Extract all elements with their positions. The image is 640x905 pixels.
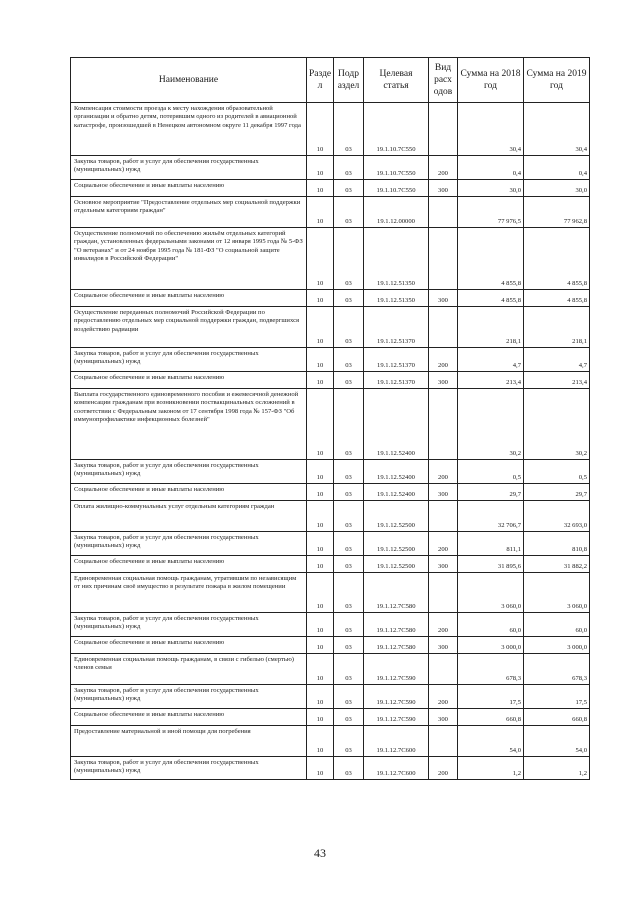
cell-podrazdel: 03 [334,460,364,484]
budget-table [70,57,590,780]
cell-name: Закупка товаров, работ и услуг для обеспечения государственных (муниципальных) нужд [71,613,307,637]
cell-celevaya: 19.1.10.7С550 [364,156,429,180]
table-row [71,197,590,228]
cell-razdel: 10 [307,389,334,460]
cell-name: Предоставление материальной и иной помощи для погребения [71,726,307,757]
cell-sum2019: 4 855,8 [524,228,590,290]
cell-sum2018: 4,7 [458,348,524,372]
cell-razdel: 10 [307,372,334,389]
cell-podrazdel: 03 [334,726,364,757]
cell-name: Основное мероприятие "Предоставление отдельных мер социальной поддержки отдельным категориям граждан" [71,197,307,228]
cell-celevaya: 19.1.12.00000 [364,197,429,228]
cell-name: Осуществление переданных полномочий Российской Федерации по предоставлению отдельных мер социальной поддержки граждан, подвергшихся воздействию радиации [71,307,307,348]
cell-sum2019: 31 882,2 [524,556,590,573]
cell-name: Закупка товаров, работ и услуг для обеспечения государственных (муниципальных) нужд [71,757,307,780]
table-row [71,180,590,197]
cell-sum2018: 218,1 [458,307,524,348]
cell-sum2018: 30,4 [458,103,524,156]
cell-podrazdel: 03 [334,103,364,156]
cell-name: Социальное обеспечение и иные выплаты населению [71,372,307,389]
cell-vid: 300 [429,372,458,389]
cell-sum2019: 77 962,8 [524,197,590,228]
cell-razdel: 10 [307,573,334,613]
table-row [71,532,590,556]
cell-celevaya: 19.1.12.7С580 [364,573,429,613]
cell-sum2018: 213,4 [458,372,524,389]
cell-name: Единовременная социальная помощь гражданам, утратившим по независящим от них причинам своё имущество в результате пожара в жилом помещении [71,573,307,613]
cell-sum2018: 30,2 [458,389,524,460]
cell-razdel: 10 [307,180,334,197]
cell-celevaya: 19.1.12.52400 [364,460,429,484]
cell-sum2019: 0,4 [524,156,590,180]
cell-razdel: 10 [307,613,334,637]
cell-razdel: 10 [307,654,334,685]
cell-sum2018: 678,3 [458,654,524,685]
cell-celevaya: 19.1.12.51350 [364,228,429,290]
cell-vid: 200 [429,613,458,637]
table-row [71,757,590,780]
cell-razdel: 10 [307,685,334,709]
cell-razdel: 10 [307,484,334,501]
cell-sum2019: 3 000,0 [524,637,590,654]
table-row [71,290,590,307]
table-row [71,501,590,532]
cell-sum2019: 60,0 [524,613,590,637]
cell-celevaya: 19.1.12.7С580 [364,637,429,654]
cell-podrazdel: 03 [334,389,364,460]
cell-sum2018: 4 855,8 [458,228,524,290]
cell-vid: 200 [429,532,458,556]
header-celevaya: Целевая статья [364,58,429,103]
cell-sum2019: 30,2 [524,389,590,460]
cell-celevaya: 19.1.12.52400 [364,389,429,460]
cell-podrazdel: 03 [334,532,364,556]
header-vid: Вид расх одов [429,58,458,103]
cell-sum2018: 3 000,0 [458,637,524,654]
cell-sum2019: 4 855,8 [524,290,590,307]
cell-celevaya: 19.1.12.7С590 [364,685,429,709]
cell-vid [429,197,458,228]
cell-razdel: 10 [307,156,334,180]
table-row [71,103,590,156]
cell-sum2018: 4 855,8 [458,290,524,307]
header-sum2019: Сумма на 2019 год [524,58,590,103]
cell-name: Социальное обеспечение и иные выплаты населению [71,290,307,307]
cell-razdel: 10 [307,228,334,290]
cell-podrazdel: 03 [334,613,364,637]
cell-podrazdel: 03 [334,709,364,726]
cell-celevaya: 19.1.12.7С600 [364,726,429,757]
cell-vid: 200 [429,348,458,372]
table-row [71,484,590,501]
cell-vid: 200 [429,156,458,180]
cell-celevaya: 19.1.10.7С550 [364,103,429,156]
cell-celevaya: 19.1.12.51350 [364,290,429,307]
cell-celevaya: 19.1.12.7С580 [364,613,429,637]
cell-celevaya: 19.1.12.7С590 [364,654,429,685]
cell-sum2019: 810,8 [524,532,590,556]
cell-podrazdel: 03 [334,685,364,709]
cell-sum2018: 60,0 [458,613,524,637]
cell-razdel: 10 [307,103,334,156]
cell-vid: 200 [429,460,458,484]
cell-razdel: 10 [307,757,334,780]
cell-vid [429,389,458,460]
cell-name: Социальное обеспечение и иные выплаты населению [71,709,307,726]
cell-razdel: 10 [307,290,334,307]
cell-name: Социальное обеспечение и иные выплаты населению [71,637,307,654]
cell-podrazdel: 03 [334,501,364,532]
table-row [71,573,590,613]
cell-sum2019: 1,2 [524,757,590,780]
header-name: Наименование [71,58,307,103]
table-row [71,348,590,372]
cell-podrazdel: 03 [334,348,364,372]
cell-vid [429,654,458,685]
cell-podrazdel: 03 [334,573,364,613]
cell-sum2019: 218,1 [524,307,590,348]
cell-vid: 300 [429,709,458,726]
table-row [71,228,590,290]
table-row [71,307,590,348]
cell-podrazdel: 03 [334,556,364,573]
cell-sum2018: 17,5 [458,685,524,709]
cell-vid: 300 [429,180,458,197]
cell-sum2018: 3 060,0 [458,573,524,613]
cell-podrazdel: 03 [334,228,364,290]
cell-podrazdel: 03 [334,180,364,197]
cell-sum2018: 29,7 [458,484,524,501]
cell-sum2018: 1,2 [458,757,524,780]
cell-name: Компенсация стоимости проезда к месту нахождения образовательной организации и обратно детям, потерявшим одного из родителей в авиационной катастрофе, произошедшей в Ненецком автономном округе 11 декабря 1997 года [71,103,307,156]
cell-celevaya: 19.1.12.51370 [364,307,429,348]
cell-vid: 200 [429,685,458,709]
cell-podrazdel: 03 [334,290,364,307]
cell-name: Оплата жилищно-коммунальных услуг отдельным категориям граждан [71,501,307,532]
cell-razdel: 10 [307,637,334,654]
cell-name: Закупка товаров, работ и услуг для обеспечения государственных (муниципальных) нужд [71,532,307,556]
cell-sum2019: 213,4 [524,372,590,389]
cell-celevaya: 19.1.12.52500 [364,532,429,556]
cell-sum2018: 32 706,7 [458,501,524,532]
header-podrazdel: Подр аздел [334,58,364,103]
header-razdel: Разде л [307,58,334,103]
cell-name: Закупка товаров, работ и услуг для обеспечения государственных (муниципальных) нужд [71,348,307,372]
cell-podrazdel: 03 [334,757,364,780]
table-row [71,654,590,685]
cell-razdel: 10 [307,501,334,532]
table-header-row [71,58,590,103]
cell-name: Закупка товаров, работ и услуг для обеспечения государственных (муниципальных) нужд [71,460,307,484]
cell-celevaya: 19.1.12.52400 [364,484,429,501]
cell-vid [429,726,458,757]
table-row [71,372,590,389]
cell-name: Выплата государственного единовременного пособия и ежемесячной денежной компенсации гражданам при возникновении поствакцинальных осложнений в соответствии с Федеральным законом от 17 сентября 1998 года № 157-ФЗ "Об иммунопрофилактике инфекционных болезней" [71,389,307,460]
table-body [71,103,590,780]
table-row [71,389,590,460]
cell-celevaya: 19.1.12.7С600 [364,757,429,780]
cell-podrazdel: 03 [334,156,364,180]
cell-razdel: 10 [307,532,334,556]
cell-sum2018: 811,1 [458,532,524,556]
cell-sum2018: 660,8 [458,709,524,726]
cell-sum2019: 30,0 [524,180,590,197]
table-row [71,613,590,637]
cell-razdel: 10 [307,709,334,726]
cell-name: Осуществление полномочий по обеспечению жильём отдельных категорий граждан, установленных федеральными законами от 12 января 1995 года № 5-ФЗ "О ветеранах" и от 24 ноября 1995 года № 181-ФЗ "О социальной защите инвалидов в Российской Федерации" [71,228,307,290]
cell-podrazdel: 03 [334,484,364,501]
cell-razdel: 10 [307,348,334,372]
cell-sum2019: 3 060,0 [524,573,590,613]
header-sum2018: Сумма на 2018 год [458,58,524,103]
cell-sum2019: 30,4 [524,103,590,156]
cell-sum2019: 0,5 [524,460,590,484]
cell-razdel: 10 [307,197,334,228]
cell-sum2018: 31 895,6 [458,556,524,573]
cell-celevaya: 19.1.12.7С590 [364,709,429,726]
page-number: 43 [314,846,326,860]
table-row [71,637,590,654]
cell-name: Социальное обеспечение и иные выплаты населению [71,180,307,197]
cell-celevaya: 19.1.12.52500 [364,556,429,573]
cell-podrazdel: 03 [334,197,364,228]
cell-vid [429,103,458,156]
cell-sum2019: 678,3 [524,654,590,685]
cell-sum2019: 660,8 [524,709,590,726]
cell-name: Закупка товаров, работ и услуг для обеспечения государственных (муниципальных) нужд [71,156,307,180]
cell-podrazdel: 03 [334,637,364,654]
cell-sum2019: 54,0 [524,726,590,757]
table-row [71,156,590,180]
cell-name: Единовременная социальная помощь гражданам, в связи с гибелью (смертью) членов семьи [71,654,307,685]
cell-sum2018: 54,0 [458,726,524,757]
cell-name: Социальное обеспечение и иные выплаты населению [71,484,307,501]
cell-vid: 300 [429,290,458,307]
cell-sum2019: 29,7 [524,484,590,501]
cell-celevaya: 19.1.12.51370 [364,348,429,372]
cell-sum2019: 32 693,0 [524,501,590,532]
cell-vid [429,573,458,613]
cell-podrazdel: 03 [334,307,364,348]
cell-razdel: 10 [307,726,334,757]
cell-razdel: 10 [307,460,334,484]
cell-sum2018: 0,5 [458,460,524,484]
cell-vid: 300 [429,637,458,654]
table-row [71,726,590,757]
cell-vid: 200 [429,757,458,780]
cell-vid: 300 [429,484,458,501]
cell-vid [429,228,458,290]
cell-podrazdel: 03 [334,654,364,685]
cell-razdel: 10 [307,307,334,348]
cell-vid [429,307,458,348]
cell-vid: 300 [429,556,458,573]
cell-sum2019: 4,7 [524,348,590,372]
cell-name: Социальное обеспечение и иные выплаты населению [71,556,307,573]
cell-sum2018: 30,0 [458,180,524,197]
table-row [71,460,590,484]
table-row [71,556,590,573]
cell-vid [429,501,458,532]
cell-razdel: 10 [307,556,334,573]
cell-celevaya: 19.1.10.7С550 [364,180,429,197]
cell-sum2018: 77 976,5 [458,197,524,228]
cell-podrazdel: 03 [334,372,364,389]
table-row [71,685,590,709]
cell-sum2018: 0,4 [458,156,524,180]
table-row [71,709,590,726]
cell-sum2019: 17,5 [524,685,590,709]
cell-name: Закупка товаров, работ и услуг для обеспечения государственных (муниципальных) нужд [71,685,307,709]
cell-celevaya: 19.1.12.52500 [364,501,429,532]
cell-celevaya: 19.1.12.51370 [364,372,429,389]
